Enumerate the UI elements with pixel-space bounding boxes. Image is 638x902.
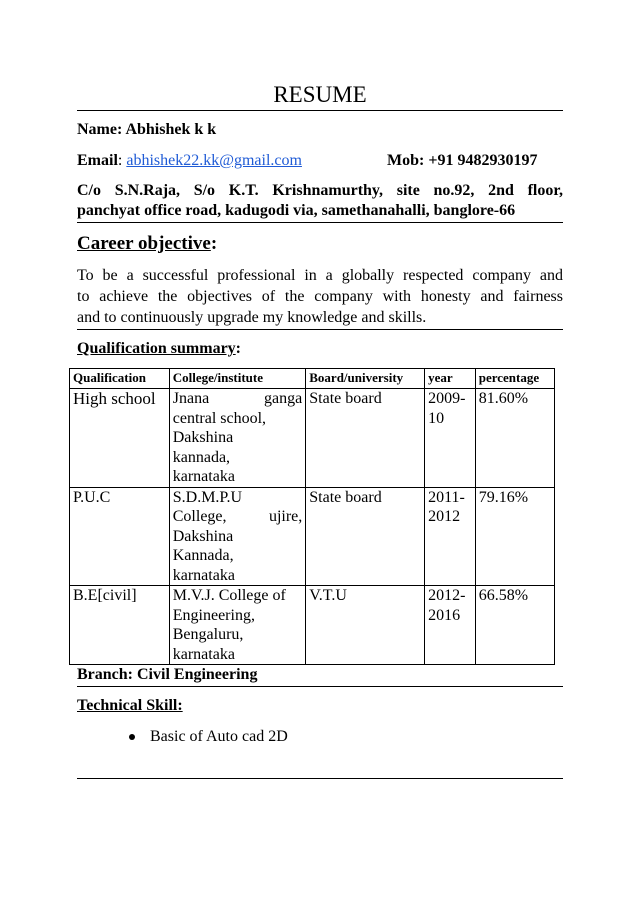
year-line: 10: [428, 409, 445, 427]
cell-qualification: B.E[civil]: [70, 586, 170, 665]
college-line: karnataka: [172, 645, 235, 663]
year-line: 2009-: [428, 390, 466, 407]
table-header-row: [70, 369, 555, 389]
qualification-label: Qualification summary: [77, 340, 236, 357]
cell-board: State board: [306, 389, 425, 488]
name-value: Abhishek k k: [125, 121, 217, 138]
qualification-heading: [77, 340, 563, 358]
college-line: Dakshina: [172, 429, 234, 446]
career-objective-heading: [77, 233, 563, 255]
year-line: 2011-: [428, 488, 465, 506]
header-year: year: [425, 369, 476, 389]
college-line: karnataka: [172, 566, 235, 584]
college-line: Bengaluru,: [172, 626, 244, 643]
header-college: College/institute: [169, 369, 306, 389]
table-row: [70, 487, 555, 586]
resume-title: RESUME: [273, 82, 367, 107]
cell-percentage: 79.16%: [475, 487, 554, 586]
divider: [77, 329, 563, 330]
branch-line: Branch: Civil Engineering: [77, 666, 258, 683]
college-line: Kannada,: [172, 547, 234, 564]
qualification-colon: :: [235, 340, 241, 357]
address-line-1: C/o S.N.Raja, S/o K.T. Krishnamurthy, site no.92, 2nd floor,: [77, 182, 563, 199]
college-line: central school,: [172, 409, 267, 427]
email-label: Email: [77, 152, 118, 169]
name-label: Name:: [77, 121, 123, 138]
table-row: [70, 586, 555, 665]
email-link[interactable]: abhishek22.kk@gmail.com: [126, 152, 302, 169]
year-line: 2012: [428, 508, 461, 525]
objective-line-3: and to continuously upgrade my knowledge and skills.: [77, 309, 427, 326]
table-row: [70, 389, 555, 488]
mobile-number: +91 9482930197: [428, 152, 538, 169]
divider: [77, 110, 563, 111]
qualification-table: [69, 368, 555, 665]
college-line: Dakshina: [172, 527, 234, 545]
college-line: kannada,: [172, 448, 231, 466]
cell-year: [425, 487, 476, 586]
college-line: karnataka: [172, 468, 235, 485]
objective-line-2: to achieve the objectives of the company with honesty and fairness: [77, 288, 563, 305]
cell-college: [169, 586, 306, 665]
career-objective-label: Career objective: [77, 233, 211, 254]
college-line: Jnana ganga: [172, 390, 303, 407]
cell-board: V.T.U: [306, 586, 425, 665]
header-percentage: percentage: [475, 369, 554, 389]
cell-qualification: High school: [70, 389, 170, 488]
cell-college: [169, 389, 306, 488]
skill-list-item: [129, 728, 288, 746]
cell-percentage: 66.58%: [475, 586, 554, 665]
cell-board: State board: [306, 487, 425, 586]
bullet-icon: [129, 734, 135, 740]
header-board: Board/university: [306, 369, 425, 389]
college-line: S.D.M.P.U: [172, 488, 243, 506]
year-line: 2016: [428, 606, 461, 624]
email-separator: :: [117, 152, 123, 169]
college-line: M.V.J. College of: [172, 587, 286, 604]
address-line-2: panchyat office road, kadugodi via, samethanahalli, banglore-66: [77, 202, 516, 219]
cell-year: [425, 586, 476, 665]
skill-text: Basic of Auto cad 2D: [150, 728, 288, 745]
contact-line: [77, 152, 563, 170]
cell-percentage: 81.60%: [475, 389, 554, 488]
divider: [77, 778, 563, 779]
header-qualification: Qualification: [70, 369, 170, 389]
mobile: [387, 152, 537, 170]
objective-line-1: To be a successful professional in a globally respected company and: [77, 267, 563, 284]
college-line: Engineering,: [172, 606, 255, 624]
technical-skill-heading: Technical Skill:: [77, 697, 183, 714]
college-line: College, ujire,: [172, 508, 303, 525]
cell-qualification: P.U.C: [70, 487, 170, 586]
cell-year: [425, 389, 476, 488]
name-line: [77, 121, 563, 139]
career-objective-colon: :: [210, 233, 218, 254]
cell-college: [169, 487, 306, 586]
mobile-label: Mob:: [387, 152, 425, 169]
divider: [77, 222, 563, 223]
year-line: 2012-: [428, 587, 466, 604]
divider: [77, 686, 563, 687]
